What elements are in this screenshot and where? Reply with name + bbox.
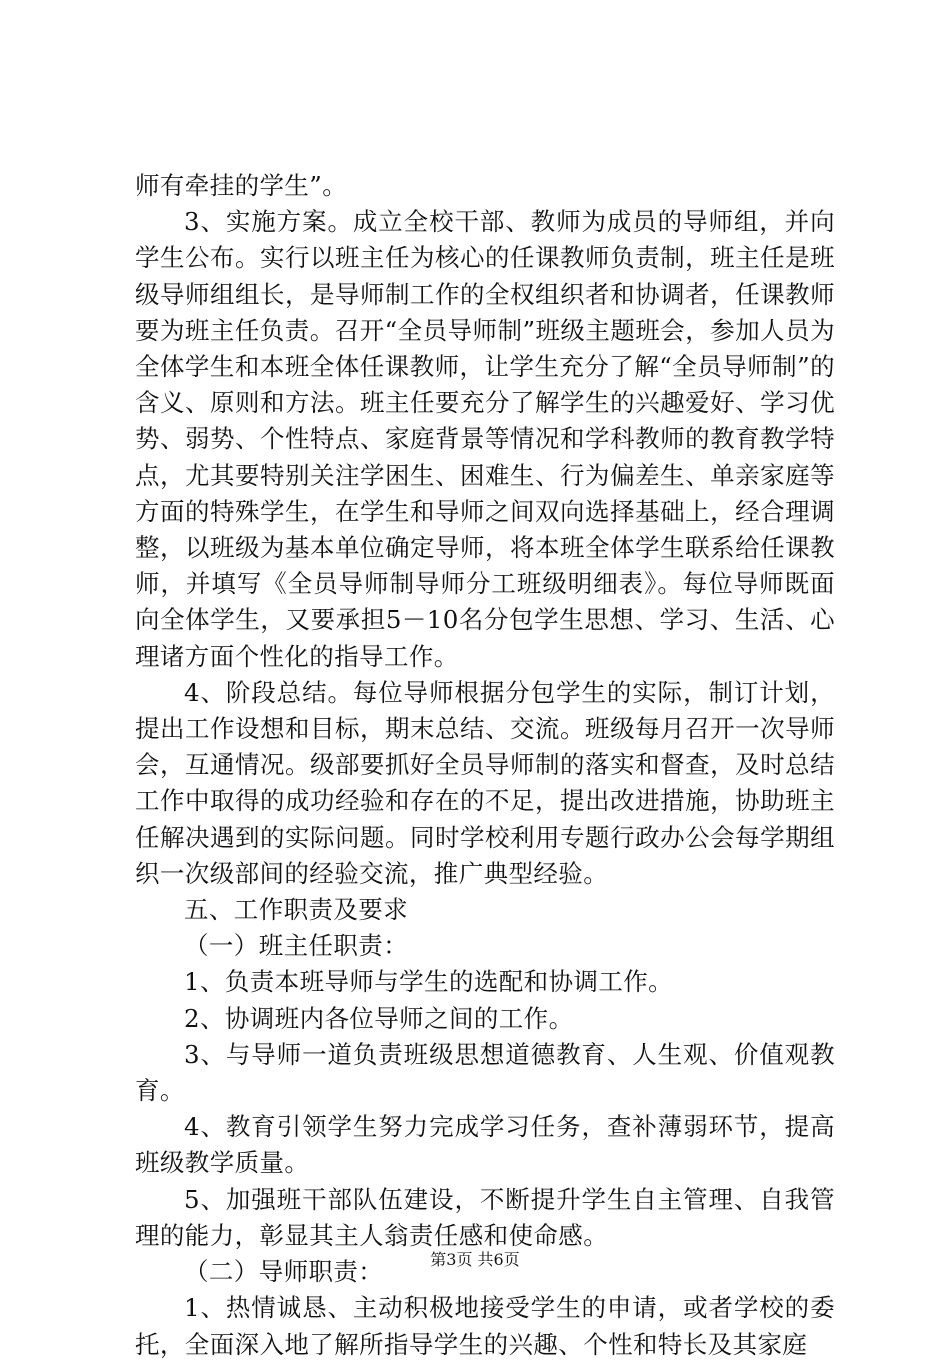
subsection-heading: （二）导师职责：: [184, 1257, 384, 1287]
page-footer: 第3页 共6页: [430, 1250, 520, 1269]
paragraph: 3、实施方案。成立全校干部、教师为成员的导师组，并向学生公布。实行以班主任为核心的任课教师负责制，班主任是班级导师组组长，是导师制工作的全权组织者和协调者，任课教师要为班主任负责。召开“全员导师制”班级主题班会，参加人员为全体学生和本班全体任课教师，让学生充分了解“全员导师制”的含义、原则和方法。班主任要充分了解学生的兴趣爱好、学习优势、弱势、个性特点、家庭背景等情况和学科教师的教育教学特点，尤其要特别关注学困生、困难生、行为偏差生、单亲家庭等方面的特殊学生，在学生和导师之间双向选择基础上，经合理调整，以班级为基本单位确定导师，将本班全体学生联系给任课教师，并填写《全员导师制导师分工班级明细表》。每位导师既面向全体学生，又要承担5－10名分包学生思想、学习、生活、心理诸方面个性化的指导工作。: [135, 207, 835, 671]
list-item: 2、协调班内各位导师之间的工作。: [184, 1003, 574, 1033]
list-item: 3、与导师一道负责班级思想道德教育、人生观、价值观教育。: [135, 1039, 835, 1106]
paragraph: 4、阶段总结。每位导师根据分包学生的实际，制订计划，提出工作设想和目标，期末总结、交流。班级每月召开一次导师会，互通情况。级部要抓好全员导师制的落实和督查，及时总结工作中取得的成功经验和存在的不足，提出改进措施，协助班主任解决遇到的实际问题。同时学校利用专题行政办公会每学期组织一次级部间的经验交流，推广典型经验。: [135, 677, 835, 888]
list-item: 5、加强班干部队伍建设，不断提升学生自主管理、自我管理的能力，彰显其主人翁责任感和使命感。: [135, 1184, 835, 1250]
paragraph: 师有牵挂的学生”。: [135, 171, 348, 200]
document-body: [135, 168, 835, 1363]
subsection-heading: （一）班主任职责：: [184, 931, 409, 961]
list-item: 1、热情诚恳、主动积极地接受学生的申请，或者学校的委托，全面深入地了解所指导学生的兴趣、个性和特长及其家庭: [135, 1293, 835, 1359]
section-heading: 五、工作职责及要求: [184, 895, 409, 925]
list-item: 4、教育引领学生努力完成学习任务，查补薄弱环节，提高班级教学质量。: [135, 1112, 835, 1178]
list-item: 1、负责本班导师与学生的选配和协调工作。: [184, 967, 674, 997]
